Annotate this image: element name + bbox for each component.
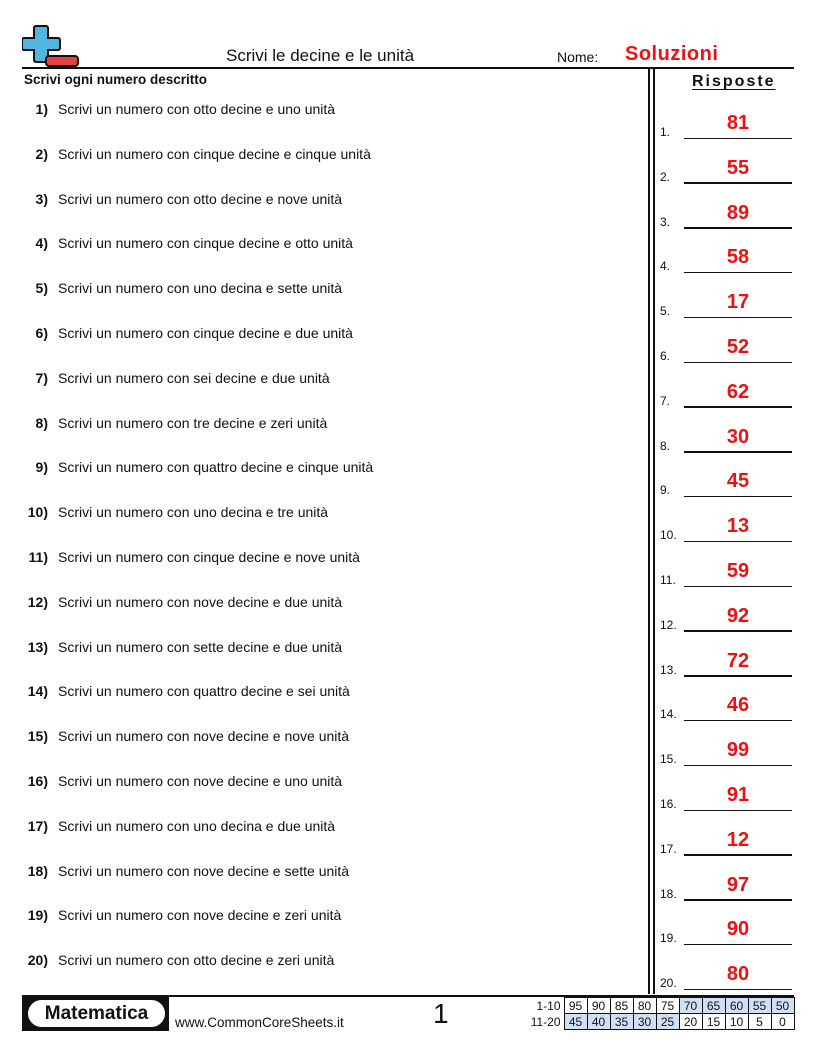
- answer-number: 14.: [660, 707, 677, 722]
- answer-number: 12.: [660, 617, 677, 632]
- answer-item: [660, 739, 794, 767]
- answer-line: [684, 227, 792, 229]
- brand-label: Matematica: [28, 1000, 165, 1027]
- answer-line: [684, 541, 792, 543]
- answer-line: [684, 899, 792, 901]
- score-cell: 5: [748, 1014, 771, 1030]
- question-number: 10): [27, 504, 48, 521]
- question-number: 13): [27, 638, 48, 655]
- answer-line: [684, 765, 792, 767]
- question-text: Scrivi un numero con cinque decine e otto unità: [58, 235, 353, 252]
- answer-item: [660, 470, 794, 498]
- answer-line: [684, 630, 792, 632]
- answer-value: 13: [726, 515, 750, 538]
- question-number: 14): [27, 683, 48, 700]
- answer-line: [684, 182, 792, 184]
- instructions: Scrivi ogni numero descritto: [24, 72, 208, 87]
- answer-value: 62: [726, 380, 750, 403]
- question-text: Scrivi un numero con cinque decine e due unità: [58, 325, 353, 341]
- question-number: 2): [35, 145, 48, 162]
- question-text: Scrivi un numero con nove decine e uno unità: [58, 773, 343, 789]
- score-cell: 30: [633, 1014, 656, 1030]
- answer-item: [660, 201, 794, 229]
- question-text: Scrivi un numero con otto decine e uno unità: [58, 101, 336, 117]
- question-item: [0, 235, 640, 255]
- score-cell: 65: [702, 998, 725, 1014]
- answer-line: [684, 586, 792, 588]
- score-cell: 45: [564, 1014, 587, 1030]
- question-item: [0, 907, 640, 927]
- score-cell: 20: [679, 1014, 702, 1030]
- question-number: 16): [27, 773, 48, 789]
- score-row-label: 1-10: [536, 998, 561, 1013]
- question-text: Scrivi un numero con nove decine e zeri unità: [58, 907, 342, 924]
- answer-item: [660, 828, 794, 856]
- column-divider: [653, 68, 655, 994]
- answer-item: [660, 380, 794, 408]
- question-number: 5): [35, 280, 48, 297]
- answer-value: 97: [726, 873, 750, 896]
- answer-number: 7.: [660, 393, 671, 408]
- question-item: [0, 459, 640, 479]
- question-text: Scrivi un numero con sei decine e due unità: [58, 369, 330, 386]
- question-item: [0, 728, 640, 748]
- score-cell: 95: [564, 998, 587, 1014]
- question-text: Scrivi un numero con nove decine e nove unità: [58, 728, 350, 745]
- question-text: Scrivi un numero con quattro decine e sei unità: [58, 683, 350, 700]
- question-item: [0, 773, 640, 793]
- answer-value: 46: [726, 694, 750, 717]
- answer-line: [684, 854, 792, 856]
- score-cell: 40: [587, 1014, 610, 1030]
- question-text: Scrivi un numero con cinque decine e nove unità: [58, 549, 360, 565]
- answer-number: 16.: [660, 797, 677, 811]
- header-divider: [22, 67, 794, 69]
- score-cell: 70: [679, 998, 702, 1014]
- answer-value: 72: [726, 649, 750, 672]
- answer-value: 81: [726, 112, 750, 134]
- worksheet-title: Scrivi le decine e le unità: [226, 46, 415, 65]
- answer-value: 58: [726, 246, 750, 269]
- question-item: [0, 863, 640, 883]
- answer-line: [684, 496, 792, 498]
- question-item: [0, 280, 640, 300]
- answer-item: [660, 425, 794, 453]
- score-cell: 80: [633, 998, 656, 1014]
- answer-line: [684, 451, 792, 453]
- question-text: Scrivi un numero con cinque decine e cinque unità: [58, 145, 371, 162]
- answer-number: 2.: [660, 169, 671, 184]
- question-number: 8): [35, 414, 48, 431]
- question-text: Scrivi un numero con otto decine e nove unità: [58, 190, 343, 207]
- answer-value: 12: [726, 828, 750, 851]
- question-item: [0, 683, 640, 703]
- question-item: [0, 415, 640, 435]
- answer-number: 10.: [660, 528, 677, 543]
- answer-value: 92: [726, 604, 750, 627]
- answer-value: 59: [726, 560, 750, 582]
- question-number: 1): [35, 101, 48, 117]
- answer-value: 80: [726, 963, 750, 986]
- score-row: [524, 998, 794, 1014]
- question-number: 6): [35, 325, 48, 341]
- question-number: 17): [27, 817, 48, 834]
- site-url: www.CommonCoreSheets.it: [175, 1015, 344, 1030]
- answer-line: [684, 272, 792, 274]
- score-cell: 15: [702, 1014, 725, 1030]
- score-cell: 85: [610, 998, 633, 1014]
- answer-item: [660, 560, 794, 587]
- question-item: [0, 191, 640, 211]
- answer-number: 6.: [660, 349, 671, 363]
- answer-number: 11.: [660, 573, 676, 587]
- question-text: Scrivi un numero con otto decine e zeri unità: [58, 952, 335, 969]
- answer-number: 9.: [660, 483, 671, 498]
- name-label: Nome:: [557, 49, 599, 65]
- score-cell: 75: [656, 998, 679, 1014]
- answer-item: [660, 918, 794, 946]
- question-number: 20): [27, 952, 48, 969]
- question-item: [0, 594, 640, 614]
- answer-item: [660, 112, 794, 139]
- question-text: Scrivi un numero con nove decine e sette unità: [58, 862, 350, 879]
- name-value: Soluzioni: [625, 43, 719, 65]
- answer-number: 3.: [660, 214, 671, 229]
- score-cell: 60: [725, 998, 748, 1014]
- question-text: Scrivi un numero con sette decine e due unità: [58, 638, 343, 655]
- question-item: [0, 101, 640, 121]
- score-row: [524, 1014, 794, 1030]
- answer-value: 55: [726, 156, 750, 179]
- answer-value: 30: [726, 425, 750, 448]
- answer-value: 90: [726, 918, 750, 941]
- question-number: 12): [27, 593, 48, 610]
- question-item: [0, 549, 640, 569]
- question-item: [0, 639, 640, 659]
- column-divider: [648, 68, 650, 994]
- question-number: 3): [35, 190, 48, 207]
- answer-line: [684, 810, 792, 812]
- answer-number: 20.: [660, 976, 677, 991]
- score-cell: 50: [771, 998, 794, 1014]
- answer-line: [684, 944, 792, 946]
- answer-value: 17: [726, 291, 750, 314]
- answer-item: [660, 246, 794, 274]
- answer-line: [684, 989, 792, 991]
- answer-number: 4.: [660, 259, 671, 274]
- answer-number: 1.: [660, 125, 671, 139]
- answer-line: [684, 362, 792, 364]
- question-text: Scrivi un numero con nove decine e due unità: [58, 593, 343, 610]
- question-text: Scrivi un numero con uno decina e sette unità: [58, 280, 343, 297]
- question-number: 4): [35, 235, 48, 252]
- answer-item: [660, 694, 794, 722]
- question-text: Scrivi un numero con quattro decine e cinque unità: [58, 459, 374, 476]
- question-number: 15): [27, 728, 48, 745]
- answer-value: 99: [726, 739, 750, 762]
- question-item: [0, 818, 640, 838]
- page-number: 1: [433, 998, 449, 1029]
- score-cell: 25: [656, 1014, 679, 1030]
- answer-number: 5.: [660, 304, 671, 319]
- question-number: 18): [27, 862, 48, 879]
- answer-number: 15.: [660, 752, 677, 767]
- score-cell: 10: [725, 1014, 748, 1030]
- question-item: [0, 370, 640, 390]
- answer-number: 19.: [660, 931, 677, 946]
- question-item: [0, 504, 640, 524]
- score-row-label: 11-20: [530, 1014, 561, 1029]
- score-table: [524, 997, 795, 1030]
- question-item: [0, 952, 640, 972]
- answer-number: 13.: [660, 662, 677, 677]
- answer-line: [684, 675, 792, 677]
- answer-item: [660, 156, 794, 184]
- answer-item: [660, 873, 794, 901]
- answer-item: [660, 649, 794, 677]
- question-item: [0, 325, 640, 345]
- answer-item: [660, 336, 794, 363]
- answer-value: 45: [726, 470, 750, 493]
- answer-item: [660, 604, 794, 632]
- question-item: [0, 146, 640, 166]
- question-number: 7): [35, 369, 48, 386]
- answer-number: 17.: [660, 841, 677, 856]
- answer-number: 8.: [660, 438, 671, 453]
- question-number: 11): [28, 549, 48, 565]
- answer-line: [684, 138, 792, 140]
- answer-line: [684, 406, 792, 408]
- plus-minus-logo-icon: [22, 24, 80, 68]
- answer-item: [660, 291, 794, 319]
- answer-line: [684, 720, 792, 722]
- answers-heading: Risposte: [692, 73, 776, 90]
- answer-number: 18.: [660, 886, 677, 901]
- answer-value: 52: [726, 336, 750, 358]
- answer-value: 91: [726, 784, 750, 806]
- answer-item: [660, 784, 794, 811]
- question-number: 9): [35, 459, 48, 476]
- answer-item: [660, 515, 794, 543]
- score-cell: 90: [587, 998, 610, 1014]
- score-cell: 0: [771, 1014, 794, 1030]
- score-cell: 35: [610, 1014, 633, 1030]
- question-text: Scrivi un numero con uno decina e due unità: [58, 817, 336, 834]
- question-text: Scrivi un numero con uno decina e tre unità: [58, 504, 329, 521]
- score-cell: 55: [748, 998, 771, 1014]
- answer-line: [684, 317, 792, 319]
- answer-item: [660, 963, 794, 991]
- question-text: Scrivi un numero con tre decine e zeri unità: [58, 414, 328, 431]
- question-number: 19): [27, 907, 48, 924]
- answer-value: 89: [726, 201, 750, 224]
